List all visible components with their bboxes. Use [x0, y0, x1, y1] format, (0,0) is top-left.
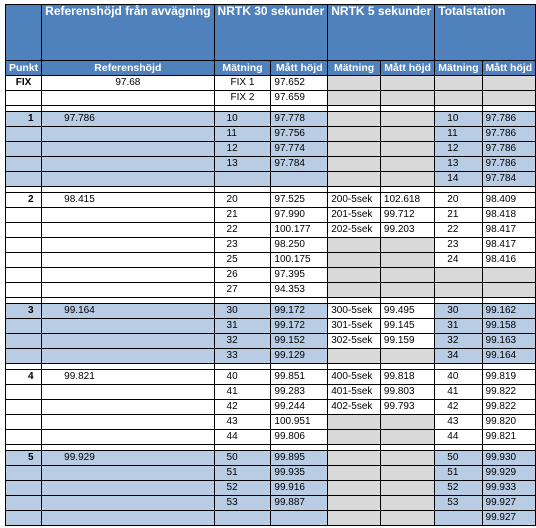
punkt-cell — [6, 334, 42, 349]
nrtk30-matning-cell: 22 — [214, 223, 271, 238]
punkt-cell: 1 — [6, 112, 42, 127]
total-hojd-cell: 98.418 — [482, 208, 536, 223]
total-hojd-cell: 99.933 — [482, 481, 536, 496]
total-matning-cell: 14 — [435, 172, 482, 187]
total-hojd-cell: 98.417 — [482, 223, 536, 238]
total-matning-cell — [435, 268, 482, 283]
total-hojd-cell — [482, 76, 536, 91]
nrtk5-matning-cell — [328, 511, 381, 526]
total-matning-cell: 43 — [435, 415, 482, 430]
nrtk30-hojd-cell: 97.774 — [271, 142, 328, 157]
nrtk5-hojd-cell — [380, 112, 434, 127]
referenshojd-cell — [42, 496, 214, 511]
nrtk5-hojd-cell: 99.145 — [380, 319, 434, 334]
total-hojd-cell: 99.927 — [482, 496, 536, 511]
referenshojd-cell: 99.929 — [42, 451, 214, 466]
subheader-row — [6, 61, 536, 76]
nrtk30-hojd-cell: 99.887 — [271, 496, 328, 511]
nrtk5-hojd-cell: 99.159 — [380, 334, 434, 349]
nrtk30-hojd-cell: 97.784 — [271, 157, 328, 172]
nrtk30-matning-cell: FIX 2 — [214, 91, 271, 106]
nrtk5-matning-cell — [328, 76, 381, 91]
nrtk5-matning-cell — [328, 172, 381, 187]
table-row — [6, 349, 536, 364]
total-matning-cell: 10 — [435, 112, 482, 127]
punkt-cell — [6, 157, 42, 172]
nrtk5-matning-cell — [328, 415, 381, 430]
nrtk30-hojd-cell: 97.990 — [271, 208, 328, 223]
nrtk5-hojd-cell: 102.618 — [380, 193, 434, 208]
total-matning-cell: 21 — [435, 208, 482, 223]
total-hojd-cell: 98.409 — [482, 193, 536, 208]
nrtk30-matning-cell: 50 — [214, 451, 271, 466]
referenshojd-cell — [42, 283, 214, 298]
nrtk30-hojd-cell: 97.659 — [271, 91, 328, 106]
total-matning-cell: 51 — [435, 466, 482, 481]
total-matning-cell: 41 — [435, 385, 482, 400]
nrtk5-hojd-cell — [380, 91, 434, 106]
nrtk30-matning-cell: 41 — [214, 385, 271, 400]
nrtk5-hojd-cell — [380, 496, 434, 511]
referenshojd-cell — [42, 430, 214, 445]
nrtk5-matning-cell — [328, 253, 381, 268]
table-row — [6, 466, 536, 481]
punkt-cell: 5 — [6, 451, 42, 466]
total-hojd-cell: 99.162 — [482, 304, 536, 319]
referenshojd-cell — [42, 268, 214, 283]
nrtk30-matning-cell: 10 — [214, 112, 271, 127]
total-hojd-cell: 98.416 — [482, 253, 536, 268]
total-matning-cell: 13 — [435, 157, 482, 172]
nrtk5-matning-cell: 302-5sek — [328, 334, 381, 349]
header-referenshojd: Referenshöjd från avvägning — [42, 5, 214, 61]
nrtk5-hojd-cell — [380, 253, 434, 268]
referenshojd-cell — [42, 466, 214, 481]
nrtk5-hojd-cell — [380, 415, 434, 430]
nrtk5-matning-cell — [328, 496, 381, 511]
nrtk30-matning-cell: 21 — [214, 208, 271, 223]
nrtk5-matning-cell — [328, 451, 381, 466]
nrtk5-matning-cell: 202-5sek — [328, 223, 381, 238]
referenshojd-cell — [42, 223, 214, 238]
punkt-cell — [6, 400, 42, 415]
nrtk30-matning-cell: 30 — [214, 304, 271, 319]
nrtk5-hojd-cell — [380, 127, 434, 142]
nrtk5-matning-cell: 300-5sek — [328, 304, 381, 319]
nrtk30-hojd-cell: 97.778 — [271, 112, 328, 127]
nrtk5-matning-cell — [328, 157, 381, 172]
total-hojd-cell: 97.786 — [482, 112, 536, 127]
nrtk30-hojd-cell: 100.175 — [271, 253, 328, 268]
table-row — [6, 157, 536, 172]
punkt-cell — [6, 496, 42, 511]
total-matning-cell — [435, 283, 482, 298]
punkt-cell — [6, 268, 42, 283]
table-row — [6, 319, 536, 334]
total-matning-cell: 42 — [435, 400, 482, 415]
nrtk5-matning-cell — [328, 466, 381, 481]
punkt-cell: FIX — [6, 76, 42, 91]
nrtk30-hojd-cell: 97.756 — [271, 127, 328, 142]
nrtk5-matning-cell: 402-5sek — [328, 400, 381, 415]
nrtk30-hojd-cell: 99.152 — [271, 334, 328, 349]
punkt-cell — [6, 208, 42, 223]
header-totalstation: Totalstation — [435, 5, 536, 61]
nrtk30-hojd-cell — [271, 172, 328, 187]
total-hojd-cell: 99.822 — [482, 385, 536, 400]
referenshojd-cell — [42, 334, 214, 349]
nrtk5-matning-cell: 200-5sek — [328, 193, 381, 208]
nrtk5-hojd-cell: 99.793 — [380, 400, 434, 415]
table-row — [6, 511, 536, 526]
nrtk30-matning-cell: 25 — [214, 253, 271, 268]
nrtk5-hojd-cell — [380, 268, 434, 283]
total-hojd-cell: 99.163 — [482, 334, 536, 349]
referenshojd-cell — [42, 319, 214, 334]
table-row — [6, 496, 536, 511]
referenshojd-cell — [42, 238, 214, 253]
total-matning-cell: 31 — [435, 319, 482, 334]
nrtk5-hojd-cell — [380, 451, 434, 466]
total-hojd-cell — [482, 283, 536, 298]
total-hojd-cell: 97.786 — [482, 157, 536, 172]
referenshojd-cell — [42, 385, 214, 400]
subheader-matning-total: Mätning — [435, 61, 482, 76]
nrtk30-matning-cell: 13 — [214, 157, 271, 172]
nrtk5-matning-cell — [328, 349, 381, 364]
nrtk5-hojd-cell — [380, 283, 434, 298]
nrtk30-hojd-cell — [271, 511, 328, 526]
table-row — [6, 400, 536, 415]
subheader-matning-30: Mätning — [214, 61, 271, 76]
subheader-punkt: Punkt — [6, 61, 42, 76]
subheader-hojd-5: Mått höjd — [380, 61, 434, 76]
nrtk30-matning-cell: 31 — [214, 319, 271, 334]
nrtk5-matning-cell — [328, 283, 381, 298]
referenshojd-cell — [42, 400, 214, 415]
table-row — [6, 268, 536, 283]
nrtk30-matning-cell — [214, 172, 271, 187]
referenshojd-cell — [42, 511, 214, 526]
referenshojd-cell — [42, 91, 214, 106]
nrtk5-matning-cell — [328, 481, 381, 496]
referenshojd-cell: 97.786 — [42, 112, 214, 127]
punkt-cell — [6, 385, 42, 400]
nrtk5-matning-cell: 301-5sek — [328, 319, 381, 334]
total-matning-cell: 30 — [435, 304, 482, 319]
nrtk30-matning-cell: 20 — [214, 193, 271, 208]
nrtk30-matning-cell: 32 — [214, 334, 271, 349]
referenshojd-cell — [42, 208, 214, 223]
nrtk5-matning-cell — [328, 112, 381, 127]
nrtk30-hojd-cell: 94.353 — [271, 283, 328, 298]
nrtk30-hojd-cell: 99.806 — [271, 430, 328, 445]
subheader-referenshojd: Referenshöjd — [42, 61, 214, 76]
punkt-cell — [6, 349, 42, 364]
total-matning-cell: 11 — [435, 127, 482, 142]
nrtk30-matning-cell: 53 — [214, 496, 271, 511]
punkt-cell — [6, 466, 42, 481]
total-matning-cell: 44 — [435, 430, 482, 445]
nrtk5-hojd-cell: 99.803 — [380, 385, 434, 400]
referenshojd-cell — [42, 349, 214, 364]
nrtk5-hojd-cell: 99.818 — [380, 370, 434, 385]
nrtk5-hojd-cell — [380, 142, 434, 157]
table-row — [6, 451, 536, 466]
referenshojd-cell — [42, 481, 214, 496]
punkt-cell — [6, 253, 42, 268]
referenshojd-cell — [42, 172, 214, 187]
referenshojd-cell: 97.68 — [42, 76, 214, 91]
table-row — [6, 304, 536, 319]
referenshojd-cell: 99.821 — [42, 370, 214, 385]
total-hojd-cell: 99.158 — [482, 319, 536, 334]
referenshojd-cell — [42, 142, 214, 157]
total-hojd-cell: 99.929 — [482, 466, 536, 481]
nrtk5-hojd-cell: 99.495 — [380, 304, 434, 319]
header-nrtk-30: NRTK 30 sekunder — [214, 5, 328, 61]
nrtk30-hojd-cell: 98.250 — [271, 238, 328, 253]
nrtk5-hojd-cell — [380, 76, 434, 91]
nrtk5-hojd-cell: 99.203 — [380, 223, 434, 238]
table-row — [6, 223, 536, 238]
total-matning-cell: 52 — [435, 481, 482, 496]
nrtk30-hojd-cell: 99.895 — [271, 451, 328, 466]
punkt-cell — [6, 283, 42, 298]
nrtk30-matning-cell: 44 — [214, 430, 271, 445]
table-row — [6, 238, 536, 253]
nrtk30-hojd-cell: 97.652 — [271, 76, 328, 91]
nrtk30-matning-cell: 51 — [214, 466, 271, 481]
total-hojd-cell: 99.821 — [482, 430, 536, 445]
punkt-cell — [6, 142, 42, 157]
referenshojd-cell — [42, 415, 214, 430]
table-row — [6, 481, 536, 496]
nrtk30-matning-cell: 43 — [214, 415, 271, 430]
punkt-cell — [6, 415, 42, 430]
total-hojd-cell: 99.820 — [482, 415, 536, 430]
nrtk5-hojd-cell — [380, 238, 434, 253]
nrtk5-matning-cell — [328, 268, 381, 283]
nrtk5-hojd-cell — [380, 349, 434, 364]
table-row — [6, 193, 536, 208]
total-matning-cell: 12 — [435, 142, 482, 157]
nrtk5-matning-cell — [328, 142, 381, 157]
nrtk5-hojd-cell — [380, 157, 434, 172]
nrtk30-matning-cell: 27 — [214, 283, 271, 298]
total-hojd-cell: 99.930 — [482, 451, 536, 466]
nrtk30-hojd-cell: 99.935 — [271, 466, 328, 481]
nrtk30-hojd-cell: 97.395 — [271, 268, 328, 283]
total-matning-cell: 32 — [435, 334, 482, 349]
referenshojd-cell — [42, 127, 214, 142]
table-row — [6, 208, 536, 223]
punkt-cell: 3 — [6, 304, 42, 319]
total-matning-cell: 22 — [435, 223, 482, 238]
table-row — [6, 430, 536, 445]
total-hojd-cell: 99.927 — [482, 511, 536, 526]
nrtk5-hojd-cell: 99.712 — [380, 208, 434, 223]
nrtk30-matning-cell: 12 — [214, 142, 271, 157]
punkt-cell — [6, 127, 42, 142]
nrtk5-hojd-cell — [380, 466, 434, 481]
table-row — [6, 253, 536, 268]
header-nrtk-5: NRTK 5 sekunder — [328, 5, 435, 61]
referenshojd-cell: 98.415 — [42, 193, 214, 208]
nrtk30-hojd-cell: 99.851 — [271, 370, 328, 385]
referenshojd-cell: 99.164 — [42, 304, 214, 319]
total-hojd-cell: 97.786 — [482, 142, 536, 157]
total-matning-cell: 24 — [435, 253, 482, 268]
nrtk5-matning-cell: 201-5sek — [328, 208, 381, 223]
punkt-cell — [6, 223, 42, 238]
punkt-cell — [6, 430, 42, 445]
nrtk30-hojd-cell: 100.951 — [271, 415, 328, 430]
punkt-cell — [6, 91, 42, 106]
table-row — [6, 283, 536, 298]
nrtk30-hojd-cell: 100.177 — [271, 223, 328, 238]
punkt-cell: 4 — [6, 370, 42, 385]
nrtk30-matning-cell: 52 — [214, 481, 271, 496]
total-hojd-cell: 99.819 — [482, 370, 536, 385]
referenshojd-cell — [42, 253, 214, 268]
table-row — [6, 172, 536, 187]
nrtk5-matning-cell — [328, 91, 381, 106]
nrtk30-hojd-cell: 99.129 — [271, 349, 328, 364]
subheader-hojd-total: Mått höjd — [482, 61, 536, 76]
punkt-cell — [6, 319, 42, 334]
nrtk30-matning-cell: 40 — [214, 370, 271, 385]
nrtk5-hojd-cell — [380, 511, 434, 526]
total-matning-cell: 40 — [435, 370, 482, 385]
total-matning-cell: 23 — [435, 238, 482, 253]
table-row — [6, 127, 536, 142]
nrtk5-matning-cell — [328, 127, 381, 142]
subheader-matning-5: Mätning — [328, 61, 381, 76]
total-hojd-cell: 97.784 — [482, 172, 536, 187]
total-matning-cell: 50 — [435, 451, 482, 466]
total-matning-cell: 34 — [435, 349, 482, 364]
total-matning-cell: 53 — [435, 496, 482, 511]
total-hojd-cell: 99.164 — [482, 349, 536, 364]
punkt-cell — [6, 172, 42, 187]
nrtk5-matning-cell: 401-5sek — [328, 385, 381, 400]
total-hojd-cell — [482, 268, 536, 283]
table-row — [6, 385, 536, 400]
nrtk5-matning-cell — [328, 238, 381, 253]
nrtk5-hojd-cell — [380, 430, 434, 445]
nrtk30-hojd-cell: 97.525 — [271, 193, 328, 208]
total-matning-cell: 20 — [435, 193, 482, 208]
punkt-cell: 2 — [6, 193, 42, 208]
total-hojd-cell: 97.786 — [482, 127, 536, 142]
total-hojd-cell: 99.822 — [482, 400, 536, 415]
nrtk30-matning-cell: 23 — [214, 238, 271, 253]
table-row — [6, 91, 536, 106]
punkt-cell — [6, 238, 42, 253]
nrtk5-hojd-cell — [380, 481, 434, 496]
measurement-table-container — [5, 4, 536, 526]
total-hojd-cell: 98.417 — [482, 238, 536, 253]
nrtk5-matning-cell: 400-5sek — [328, 370, 381, 385]
nrtk30-matning-cell: 11 — [214, 127, 271, 142]
subheader-hojd-30: Mått höjd — [271, 61, 328, 76]
nrtk30-matning-cell — [214, 511, 271, 526]
punkt-cell — [6, 481, 42, 496]
total-matning-cell — [435, 76, 482, 91]
nrtk30-hojd-cell: 99.172 — [271, 304, 328, 319]
nrtk5-matning-cell — [328, 430, 381, 445]
table-row — [6, 415, 536, 430]
total-matning-cell — [435, 511, 482, 526]
header-row — [6, 5, 536, 61]
measurement-table — [5, 4, 536, 526]
nrtk30-hojd-cell: 99.283 — [271, 385, 328, 400]
nrtk5-hojd-cell — [380, 172, 434, 187]
table-row — [6, 334, 536, 349]
table-row — [6, 112, 536, 127]
table-row — [6, 76, 536, 91]
referenshojd-cell — [42, 157, 214, 172]
table-row — [6, 370, 536, 385]
table-row — [6, 142, 536, 157]
nrtk30-hojd-cell: 99.244 — [271, 400, 328, 415]
nrtk30-matning-cell: 42 — [214, 400, 271, 415]
nrtk30-matning-cell: 33 — [214, 349, 271, 364]
nrtk30-matning-cell: FIX 1 — [214, 76, 271, 91]
header-punkt — [6, 5, 42, 61]
nrtk30-hojd-cell: 99.172 — [271, 319, 328, 334]
total-matning-cell — [435, 91, 482, 106]
nrtk30-matning-cell: 26 — [214, 268, 271, 283]
nrtk30-hojd-cell: 99.916 — [271, 481, 328, 496]
total-hojd-cell — [482, 91, 536, 106]
punkt-cell — [6, 511, 42, 526]
